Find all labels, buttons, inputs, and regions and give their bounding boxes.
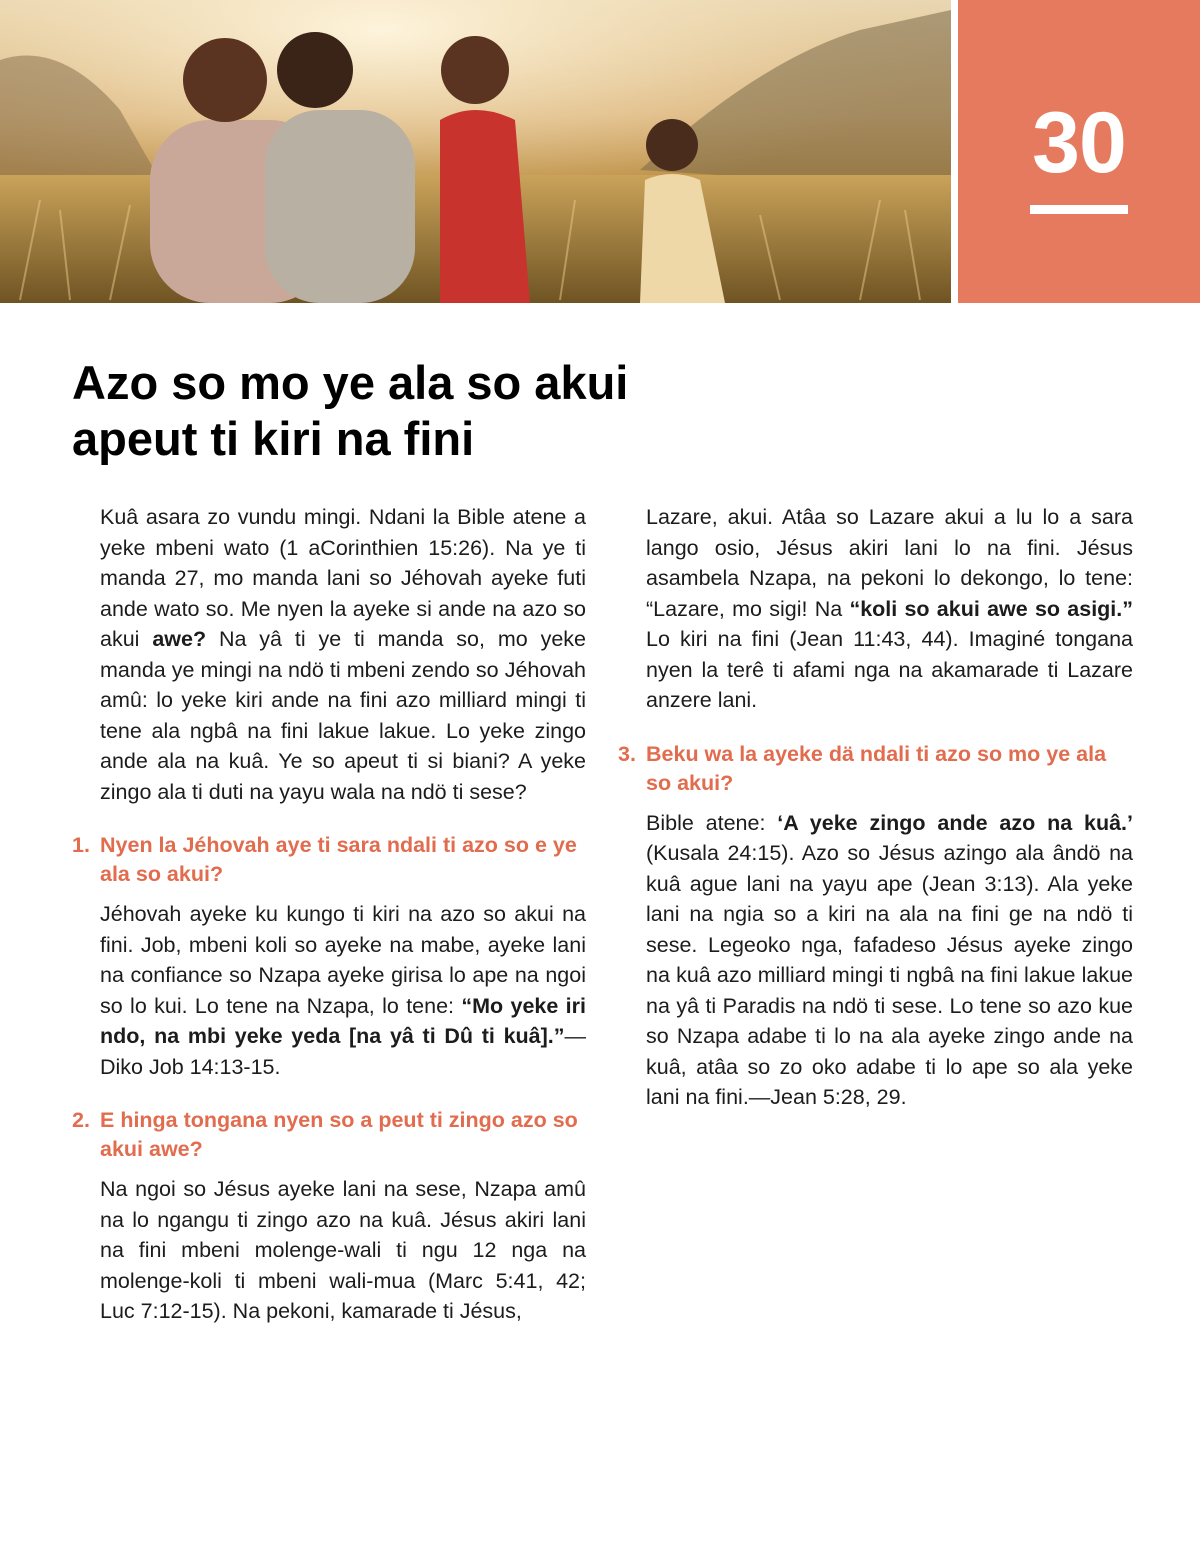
- answer-3-text-2: (Kusala 24:15). Azo so Jésus azingo ala ândö na kuâ ague lani na yayu ape (Jean 3:13). Ala yeke lani na ngia so a kiri na ala na fini ge na ndö ti sese. Legeoko nga, fafadeso Jésus ayeke zingo na kuâ azo milliard mingi ti ngbâ na fini lakue lakue na yâ ti Paradis na ndö ti sese. Lo tene so azo kue so Nzapa adabe ti lo na ala ayeke zingo ande na kuâ, atâa so zo oko adabe ti lo ape so ala yeke lani na fini.—Jean 5:28, 29.: [646, 841, 1133, 1109]
- question-3-number: 3.: [618, 741, 636, 766]
- question-2: [72, 1106, 586, 1164]
- answer-2-continued: [646, 502, 1133, 716]
- right-column: [618, 502, 1133, 1113]
- intro-bold: awe?: [152, 627, 207, 651]
- answer-1: [100, 899, 586, 1082]
- answer-3: [646, 808, 1133, 1113]
- answer-2: [100, 1174, 586, 1327]
- answer-1-text: Jéhovah ayeke ku kungo ti kiri na azo so akui na fini. Job, mbeni koli so ayeke na mabe, ayeke lani na confiance so Nzapa ayeke girisa lo ape na ngoi so lo kui. Lo tene na Nzapa, lo tene:: [100, 902, 586, 1018]
- answer-2-cont-text: Lazare, akui. Atâa so Lazare akui a lu lo a sara lango osio, Jésus akiri lani lo na fini. Jésus asambela Nzapa, na pekoni lo dekongo, lo tene: “Lazare, mo sigi! Na: [646, 505, 1133, 621]
- question-1-text: Nyen la Jéhovah aye ti sara ndali ti azo so e ye ala so akui?: [100, 833, 577, 886]
- lesson-number-badge: [958, 0, 1200, 303]
- answer-1-quote: “Mo yeke iri ndo, na mbi yeke yeda [na yâ ti Dû ti kuâ].”: [100, 993, 586, 1048]
- intro-text-2: Na yâ ti ye ti manda so, mo yeke manda ye mingi na ndö ti mbeni zendo so Jéhovah amû: lo yeke kiri ande na fini azo milliard mingi ti tene ala ngbâ na fini lakue lakue. Lo yeke zingo ande ala na kuâ. Ye so apeut ti si biani? A yeke zingo ala ti duti na yayu wala na ndö ti sese?: [100, 627, 586, 804]
- badge-underline: [1030, 205, 1128, 214]
- question-3-text: Beku wa la ayeke dä ndali ti azo so mo ye ala so akui?: [646, 741, 1107, 795]
- question-2-text: E hinga tongana nyen so a peut ti zingo azo so akui awe?: [100, 1108, 578, 1161]
- question-3: [618, 740, 1133, 798]
- answer-2-cont-text-2: Lo kiri na fini (Jean 11:43, 44). Imaginé tongana nyen la terê ti afami nga na akamarade ti Lazare anzere lani.: [646, 627, 1133, 712]
- question-1-number: 1.: [72, 833, 90, 857]
- answer-3-text: Bible atene:: [646, 810, 778, 835]
- answer-2-text: Na ngoi so Jésus ayeke lani na sese, Nzapa amû na lo ngangu ti zingo azo na kuâ. Jésus akiri lani na fini mbeni molenge-wali ti ngu 12 nga na molenge-koli ti mbeni wali-mua (Marc 5:41, 42; Luc 7:12-15). Na pekoni, kamarade ti Jésus,: [100, 1177, 586, 1323]
- title-line-1: Azo so mo ye ala so akui: [72, 356, 629, 409]
- intro-paragraph: [100, 502, 586, 807]
- answer-3-quote: ‘A yeke zingo ande azo na kuâ.’: [777, 810, 1133, 835]
- title-line-2: apeut ti kiri na fini: [72, 412, 475, 465]
- intro-text: Kuâ asara zo vundu mingi. Ndani la Bible atene a yeke mbeni wato (1 aCorinthien 15:26). Na ye ti manda 27, mo manda lani so Jéhovah ayeke futi ande wato so. Me nyen la ayeke si ande na azo so akui: [100, 505, 586, 651]
- page-title: [72, 355, 772, 467]
- question-1: [72, 831, 586, 889]
- hero-image: [0, 0, 951, 303]
- answer-1-reference: —Diko Job 14:13-15.: [100, 1024, 586, 1079]
- question-2-number: 2.: [72, 1108, 90, 1132]
- answer-2-cont-quote: “koli so akui awe so asigi.”: [849, 596, 1133, 621]
- left-column: [72, 502, 586, 1327]
- lesson-number: 30: [1032, 95, 1126, 191]
